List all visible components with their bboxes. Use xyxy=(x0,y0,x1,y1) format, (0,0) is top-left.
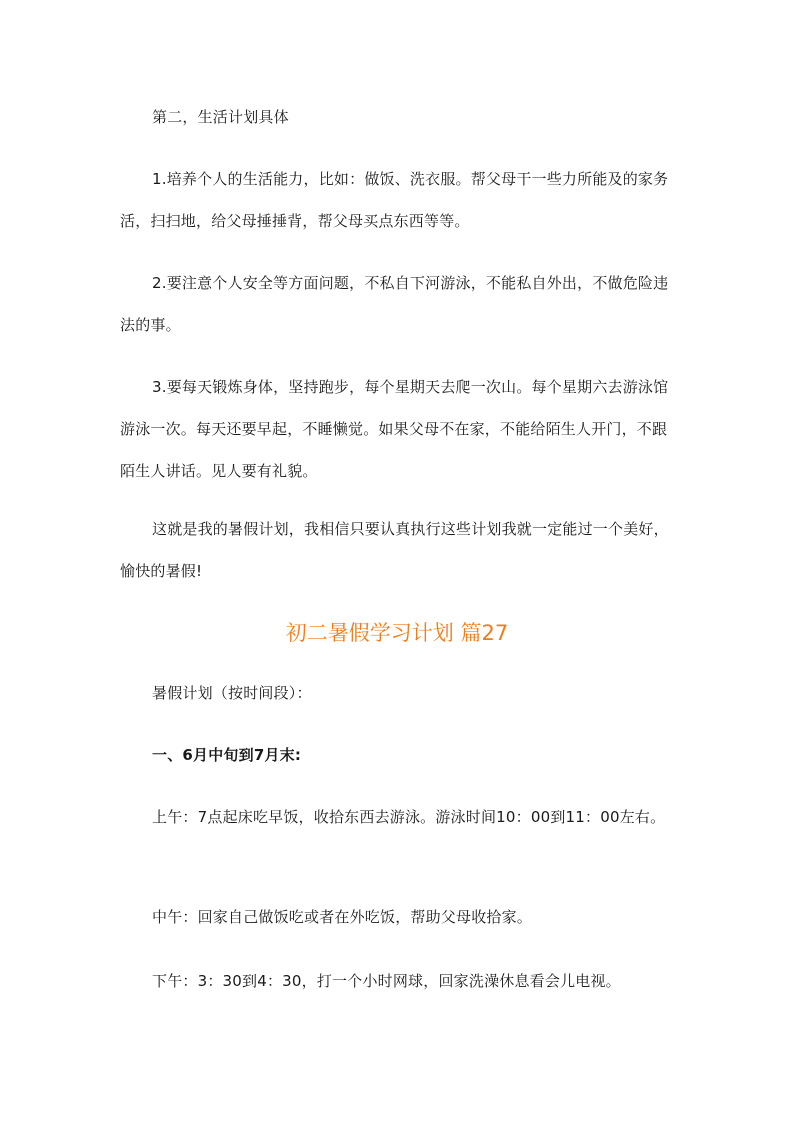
paragraph-plan-intro: 暑假计划（按时间段）： xyxy=(152,684,312,702)
paragraph-noon: 中午：回家自己做饭吃或者在外吃饭，帮助父母收拾家。 xyxy=(152,908,533,926)
section-title: 初二暑假学习计划 篇27 xyxy=(285,621,509,645)
paragraph-afternoon: 下午：3：30到4：30，打一个小时网球，回家洗澡休息看会儿电视。 xyxy=(152,972,621,990)
paragraph-item-2: 2.要注意个人安全等方面问题，不私自下河游泳，不能私自外出，不做危险违法的事。 xyxy=(120,274,669,334)
paragraph-item-1: 1.培养个人的生活能力，比如：做饭、洗衣服。帮父母干一些力所能及的家务活，扫扫地，给父母捶捶背，帮父母买点东西等等。 xyxy=(120,170,669,230)
paragraph-life-plan-heading: 第二，生活计划具体 xyxy=(152,108,289,126)
paragraph-conclusion: 这就是我的暑假计划，我相信只要认真执行这些计划我就一定能过一个美好，愉快的暑假! xyxy=(120,520,669,580)
paragraph-morning: 上午：7点起床吃早饭，收拾东西去游泳。游泳时间10：00到11：00左右。 xyxy=(152,808,666,826)
paragraph-item-3: 3.要每天锻炼身体，坚持跑步，每个星期天去爬一次山。每个星期六去游泳馆游泳一次。每天还要早起，不睡懒觉。如果父母不在家，不能给陌生人开门，不跟陌生人讲话。见人要有礼貌。 xyxy=(120,378,669,480)
paragraph-period-heading: 一、6月中旬到7月末: xyxy=(152,746,302,764)
